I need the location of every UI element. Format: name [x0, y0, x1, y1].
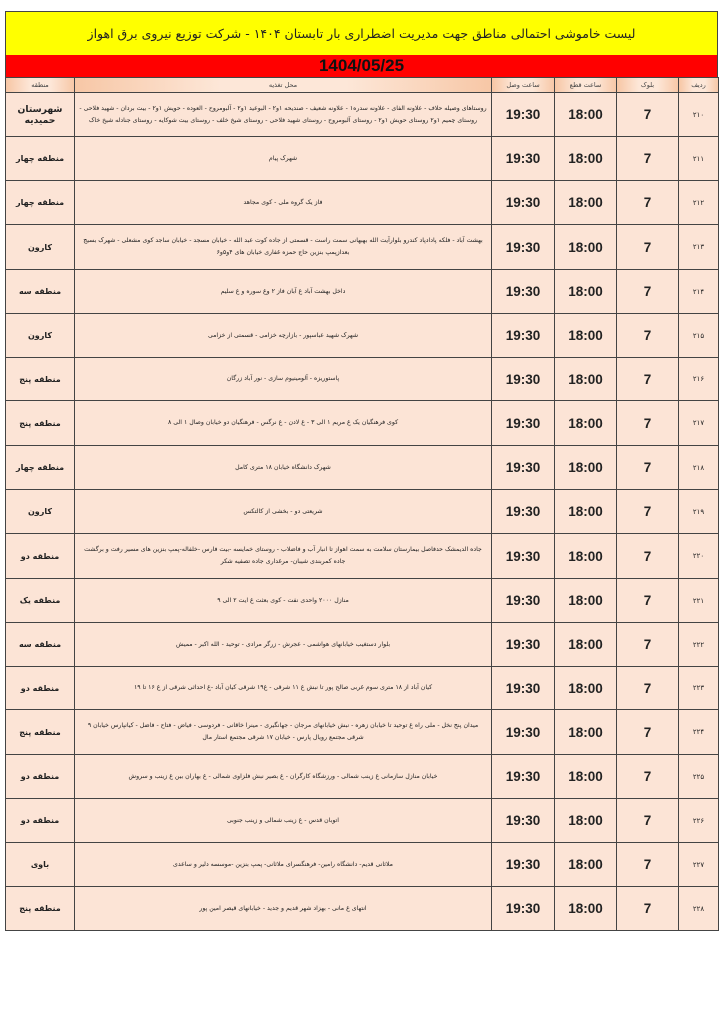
table-row	[6, 534, 719, 579]
cut-time: 18:00	[555, 534, 617, 579]
block-number: 7	[617, 799, 679, 843]
cut-time: 18:00	[555, 401, 617, 446]
region: منطقه سه	[6, 623, 75, 667]
feed-location: داخل بهشت آباد غ آبان فاز ۲ وغ سوره و غ سلیم	[75, 270, 492, 314]
feed-location: روستاهای وصیله حلاف - علاونه الفای - علاونه سدره۱ - علاونه شعیف - صندیحه ۱و۲ - البوعید ۱و۲ - آلبومروح - العوده - حویش ۱و۲ - بیت بردان - شهید فلاحی - روستای چمیم ۱و۲ روستای حویش ۱و۲ - روستای آلبومروح - روستای شهید فلاحی - روستای شیخ خلف - روستای بیت شوکایه - روستای جنادله شیخ خاک	[75, 93, 492, 137]
row-number: ۲۱۹	[679, 490, 719, 534]
feed-location: فاز یک گروه ملی - کوی مجاهد	[75, 181, 492, 225]
region: منطقه پنج	[6, 401, 75, 446]
region: کارون	[6, 314, 75, 358]
connect-time: 19:30	[492, 887, 555, 931]
table-row	[6, 843, 719, 887]
feed-location: منازل ۲۰۰۰ واحدی نفت - کوی بعثت غ ایت ۲ الی ۹	[75, 579, 492, 623]
cut-time: 18:00	[555, 579, 617, 623]
block-number: 7	[617, 887, 679, 931]
table-row	[6, 358, 719, 401]
connect-time: 19:30	[492, 843, 555, 887]
connect-time: 19:30	[492, 579, 555, 623]
connect-time: 19:30	[492, 181, 555, 225]
connect-time: 19:30	[492, 314, 555, 358]
table-row	[6, 799, 719, 843]
cut-time: 18:00	[555, 358, 617, 401]
region: کارون	[6, 490, 75, 534]
block-number: 7	[617, 490, 679, 534]
region: منطقه چهار	[6, 137, 75, 181]
row-number: ۲۲۲	[679, 623, 719, 667]
connect-time: 19:30	[492, 534, 555, 579]
block-number: 7	[617, 314, 679, 358]
region: منطقه پنج	[6, 710, 75, 755]
block-number: 7	[617, 843, 679, 887]
table-row	[6, 623, 719, 667]
feed-location: شریعتی دو - بخشی از کالتکس	[75, 490, 492, 534]
connect-time: 19:30	[492, 270, 555, 314]
table-row	[6, 887, 719, 931]
block-number: 7	[617, 93, 679, 137]
block-number: 7	[617, 534, 679, 579]
region: منطقه دو	[6, 799, 75, 843]
cut-time: 18:00	[555, 623, 617, 667]
table-row	[6, 667, 719, 710]
region: منطقه چهار	[6, 181, 75, 225]
feed-location: شهرک شهید عباسپور - بازارچه خزامی - قسمتی از خزامی	[75, 314, 492, 358]
header-block: بلوک	[617, 78, 679, 93]
block-number: 7	[617, 270, 679, 314]
cut-time: 18:00	[555, 667, 617, 710]
row-number: ۲۲۵	[679, 755, 719, 799]
connect-time: 19:30	[492, 667, 555, 710]
table-row	[6, 755, 719, 799]
feed-location: میدان پنج نخل - ملی راه غ توحید تا خیابان زهره - نبش خیابانهای مرجان - جهانگیری - مینرا خاقانی - فردوسی - فیاض - فتاح - فاضل - کیانپارس خیابان ۹ شرقی مجتمع رویال پارس - خیابان ۱۷ شرقی مجتمع استار مال	[75, 710, 492, 755]
row-number: ۲۱۶	[679, 358, 719, 401]
table-row	[6, 579, 719, 623]
block-number: 7	[617, 623, 679, 667]
region: منطقه سه	[6, 270, 75, 314]
cut-time: 18:00	[555, 887, 617, 931]
header-cut-time: ساعت قطع	[555, 78, 617, 93]
table-row	[6, 270, 719, 314]
block-number: 7	[617, 225, 679, 270]
region: باوی	[6, 843, 75, 887]
schedule-sheet	[5, 11, 718, 931]
outage-table	[5, 77, 719, 931]
header-region: منطقه	[6, 78, 75, 93]
row-number: ۲۱۲	[679, 181, 719, 225]
row-number: ۲۱۱	[679, 137, 719, 181]
cut-time: 18:00	[555, 490, 617, 534]
table-row	[6, 446, 719, 490]
row-number: ۲۲۱	[679, 579, 719, 623]
table-header-row	[6, 78, 719, 93]
feed-location: جاده الدیمشک حدفاصل بیمارستان سلامت به سمت اهواز تا انبار آب و فاضلاب - روستای خمایسه -بیت فارس -خلفاله-پمپ بنزین های مسیر رفت و برگشت جاده کمربندی شیبان- مرغداری جاده تصفیه شکر	[75, 534, 492, 579]
row-number: ۲۲۴	[679, 710, 719, 755]
region: منطقه پنج	[6, 358, 75, 401]
table-row	[6, 137, 719, 181]
connect-time: 19:30	[492, 755, 555, 799]
row-number: ۲۱۷	[679, 401, 719, 446]
cut-time: 18:00	[555, 710, 617, 755]
block-number: 7	[617, 755, 679, 799]
feed-location: انتهای غ مانی - بهزاد شهر قدیم و جدید - خیابانهای قیصر امین پور	[75, 887, 492, 931]
cut-time: 18:00	[555, 314, 617, 358]
document-title: لیست خاموشی احتمالی مناطق جهت مدیریت اضطراری بار تابستان ۱۴۰۴ - شرکت توزیع نیروی برق اهواز	[5, 11, 718, 55]
block-number: 7	[617, 667, 679, 710]
region: منطقه چهار	[6, 446, 75, 490]
cut-time: 18:00	[555, 93, 617, 137]
table-row	[6, 710, 719, 755]
connect-time: 19:30	[492, 401, 555, 446]
cut-time: 18:00	[555, 446, 617, 490]
row-number: ۲۱۰	[679, 93, 719, 137]
region: شهرستان حمیدیه	[6, 93, 75, 137]
row-number: ۲۲۰	[679, 534, 719, 579]
row-number: ۲۲۷	[679, 843, 719, 887]
schedule-date: 1404/05/25	[5, 55, 718, 77]
connect-time: 19:30	[492, 446, 555, 490]
region: منطقه دو	[6, 667, 75, 710]
feed-location: شهرک پیام	[75, 137, 492, 181]
feed-location: پاستوریزه - آلومینیوم سازی - نور آباد زرگان	[75, 358, 492, 401]
feed-location: کیان آباد از ۱۸ متری سوم غربی صالح پور تا نبش غ ۱۱ شرقی - غ۱۹ شرقی کیان آباد -غ احداثی شرقی از غ ۱۶ تا ۱۹	[75, 667, 492, 710]
row-number: ۲۱۸	[679, 446, 719, 490]
table-row	[6, 93, 719, 137]
header-feed-location: محل تغذیه	[75, 78, 492, 93]
row-number: ۲۲۸	[679, 887, 719, 931]
header-connect-time: ساعت وصل	[492, 78, 555, 93]
cut-time: 18:00	[555, 137, 617, 181]
block-number: 7	[617, 137, 679, 181]
table-row	[6, 225, 719, 270]
cut-time: 18:00	[555, 843, 617, 887]
block-number: 7	[617, 181, 679, 225]
region: منطقه پنج	[6, 887, 75, 931]
row-number: ۲۲۶	[679, 799, 719, 843]
connect-time: 19:30	[492, 137, 555, 181]
feed-location: بلوار دستغیب خیابانهای هواشمی - عجرش - زرگر مرادی - توحید - الله اکبر - ممیش	[75, 623, 492, 667]
block-number: 7	[617, 401, 679, 446]
feed-location: شهرک دانشگاه خیابان ۱۸ متری کامل	[75, 446, 492, 490]
cut-time: 18:00	[555, 225, 617, 270]
connect-time: 19:30	[492, 710, 555, 755]
region: منطقه دو	[6, 755, 75, 799]
feed-location: خیابان منازل سازمانی غ زینب شمالی - ورزشگاه کارگران - غ بصیر نبش فلزاوی شمالی - غ بهاران بین غ زینب و سروش	[75, 755, 492, 799]
row-number: ۲۱۵	[679, 314, 719, 358]
block-number: 7	[617, 358, 679, 401]
region: منطقه دو	[6, 534, 75, 579]
row-number: ۲۲۳	[679, 667, 719, 710]
table-row	[6, 490, 719, 534]
table-row	[6, 314, 719, 358]
block-number: 7	[617, 446, 679, 490]
cut-time: 18:00	[555, 270, 617, 314]
connect-time: 19:30	[492, 490, 555, 534]
feed-location: بهشت آباد - فلکه پادادپاد کندرو بلوارآیت الله بهبهانی سمت راست - قسمتی از جاده کوت عبد الله - خیابان مسجد - خیابان ساجد کوی مشعلی - شهرک بسیج بعدازپمپ بنزین حاج حمزه غفاری خیابان های ۴و۵و۶	[75, 225, 492, 270]
cut-time: 18:00	[555, 181, 617, 225]
row-number: ۲۱۴	[679, 270, 719, 314]
block-number: 7	[617, 579, 679, 623]
connect-time: 19:30	[492, 225, 555, 270]
table-row	[6, 181, 719, 225]
connect-time: 19:30	[492, 623, 555, 667]
block-number: 7	[617, 710, 679, 755]
header-row-no: ردیف	[679, 78, 719, 93]
region: کارون	[6, 225, 75, 270]
feed-location: اتوبان قدس - غ زینب شمالی و زینب جنوبی	[75, 799, 492, 843]
feed-location: کوی فرهنگیان یک غ مریم ۱ الی ۳ - غ لادن - غ نرگس - فرهنگیان دو خیابان وصال ۱ الی ۸	[75, 401, 492, 446]
table-body	[6, 93, 719, 931]
connect-time: 19:30	[492, 799, 555, 843]
cut-time: 18:00	[555, 799, 617, 843]
feed-location: ملاثانی قدیم- دانشگاه رامین- فرهنگسرای ملاثانی- پمپ بنزین -موسسه دلیر و ساعدی	[75, 843, 492, 887]
row-number: ۲۱۳	[679, 225, 719, 270]
table-row	[6, 401, 719, 446]
cut-time: 18:00	[555, 755, 617, 799]
connect-time: 19:30	[492, 93, 555, 137]
region: منطقه یک	[6, 579, 75, 623]
connect-time: 19:30	[492, 358, 555, 401]
